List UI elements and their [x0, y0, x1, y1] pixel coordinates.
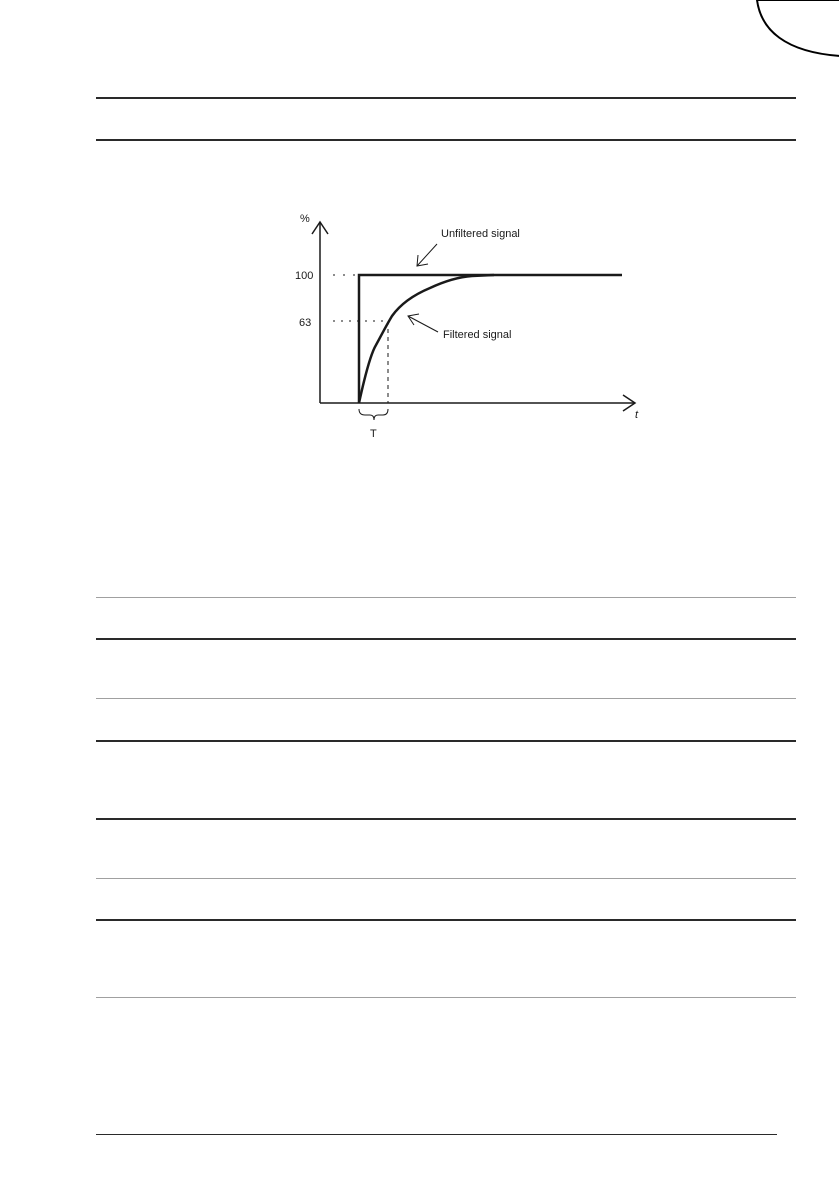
time-constant-brace: [359, 409, 388, 420]
unfiltered-arrow-shaft: [417, 244, 437, 266]
tick-label-100: 100: [295, 270, 314, 282]
table-rule-4: [96, 740, 796, 742]
x-axis-label: t: [635, 409, 639, 421]
x-axis-arrowhead: [623, 395, 635, 411]
time-constant-label: T: [370, 428, 377, 440]
tick-label-63: 63: [299, 317, 312, 329]
filtered-arrow-shaft: [408, 316, 438, 332]
table-rule-2: [96, 638, 796, 640]
unfiltered-signal-label: Unfiltered signal: [441, 228, 520, 240]
footer-rule: [96, 1134, 777, 1135]
unfiltered-signal-line: [359, 275, 622, 403]
y-axis-arrowhead: [312, 222, 328, 234]
filtered-arrow-head: [408, 314, 419, 325]
page-curl-decoration: [745, 0, 839, 58]
table-rule-8: [96, 997, 796, 998]
filtered-signal-label: Filtered signal: [443, 329, 512, 341]
unfiltered-arrow-head: [417, 255, 428, 266]
table-rule-1: [96, 597, 796, 598]
table-rule-5: [96, 818, 796, 820]
filtered-signal-curve: [359, 275, 494, 403]
header-rule-bottom: [96, 139, 796, 141]
table-rule-6: [96, 878, 796, 879]
header-rule-top: [96, 97, 796, 99]
y-axis-label: %: [300, 213, 310, 225]
table-rule-7: [96, 919, 796, 921]
table-rule-3: [96, 698, 796, 699]
